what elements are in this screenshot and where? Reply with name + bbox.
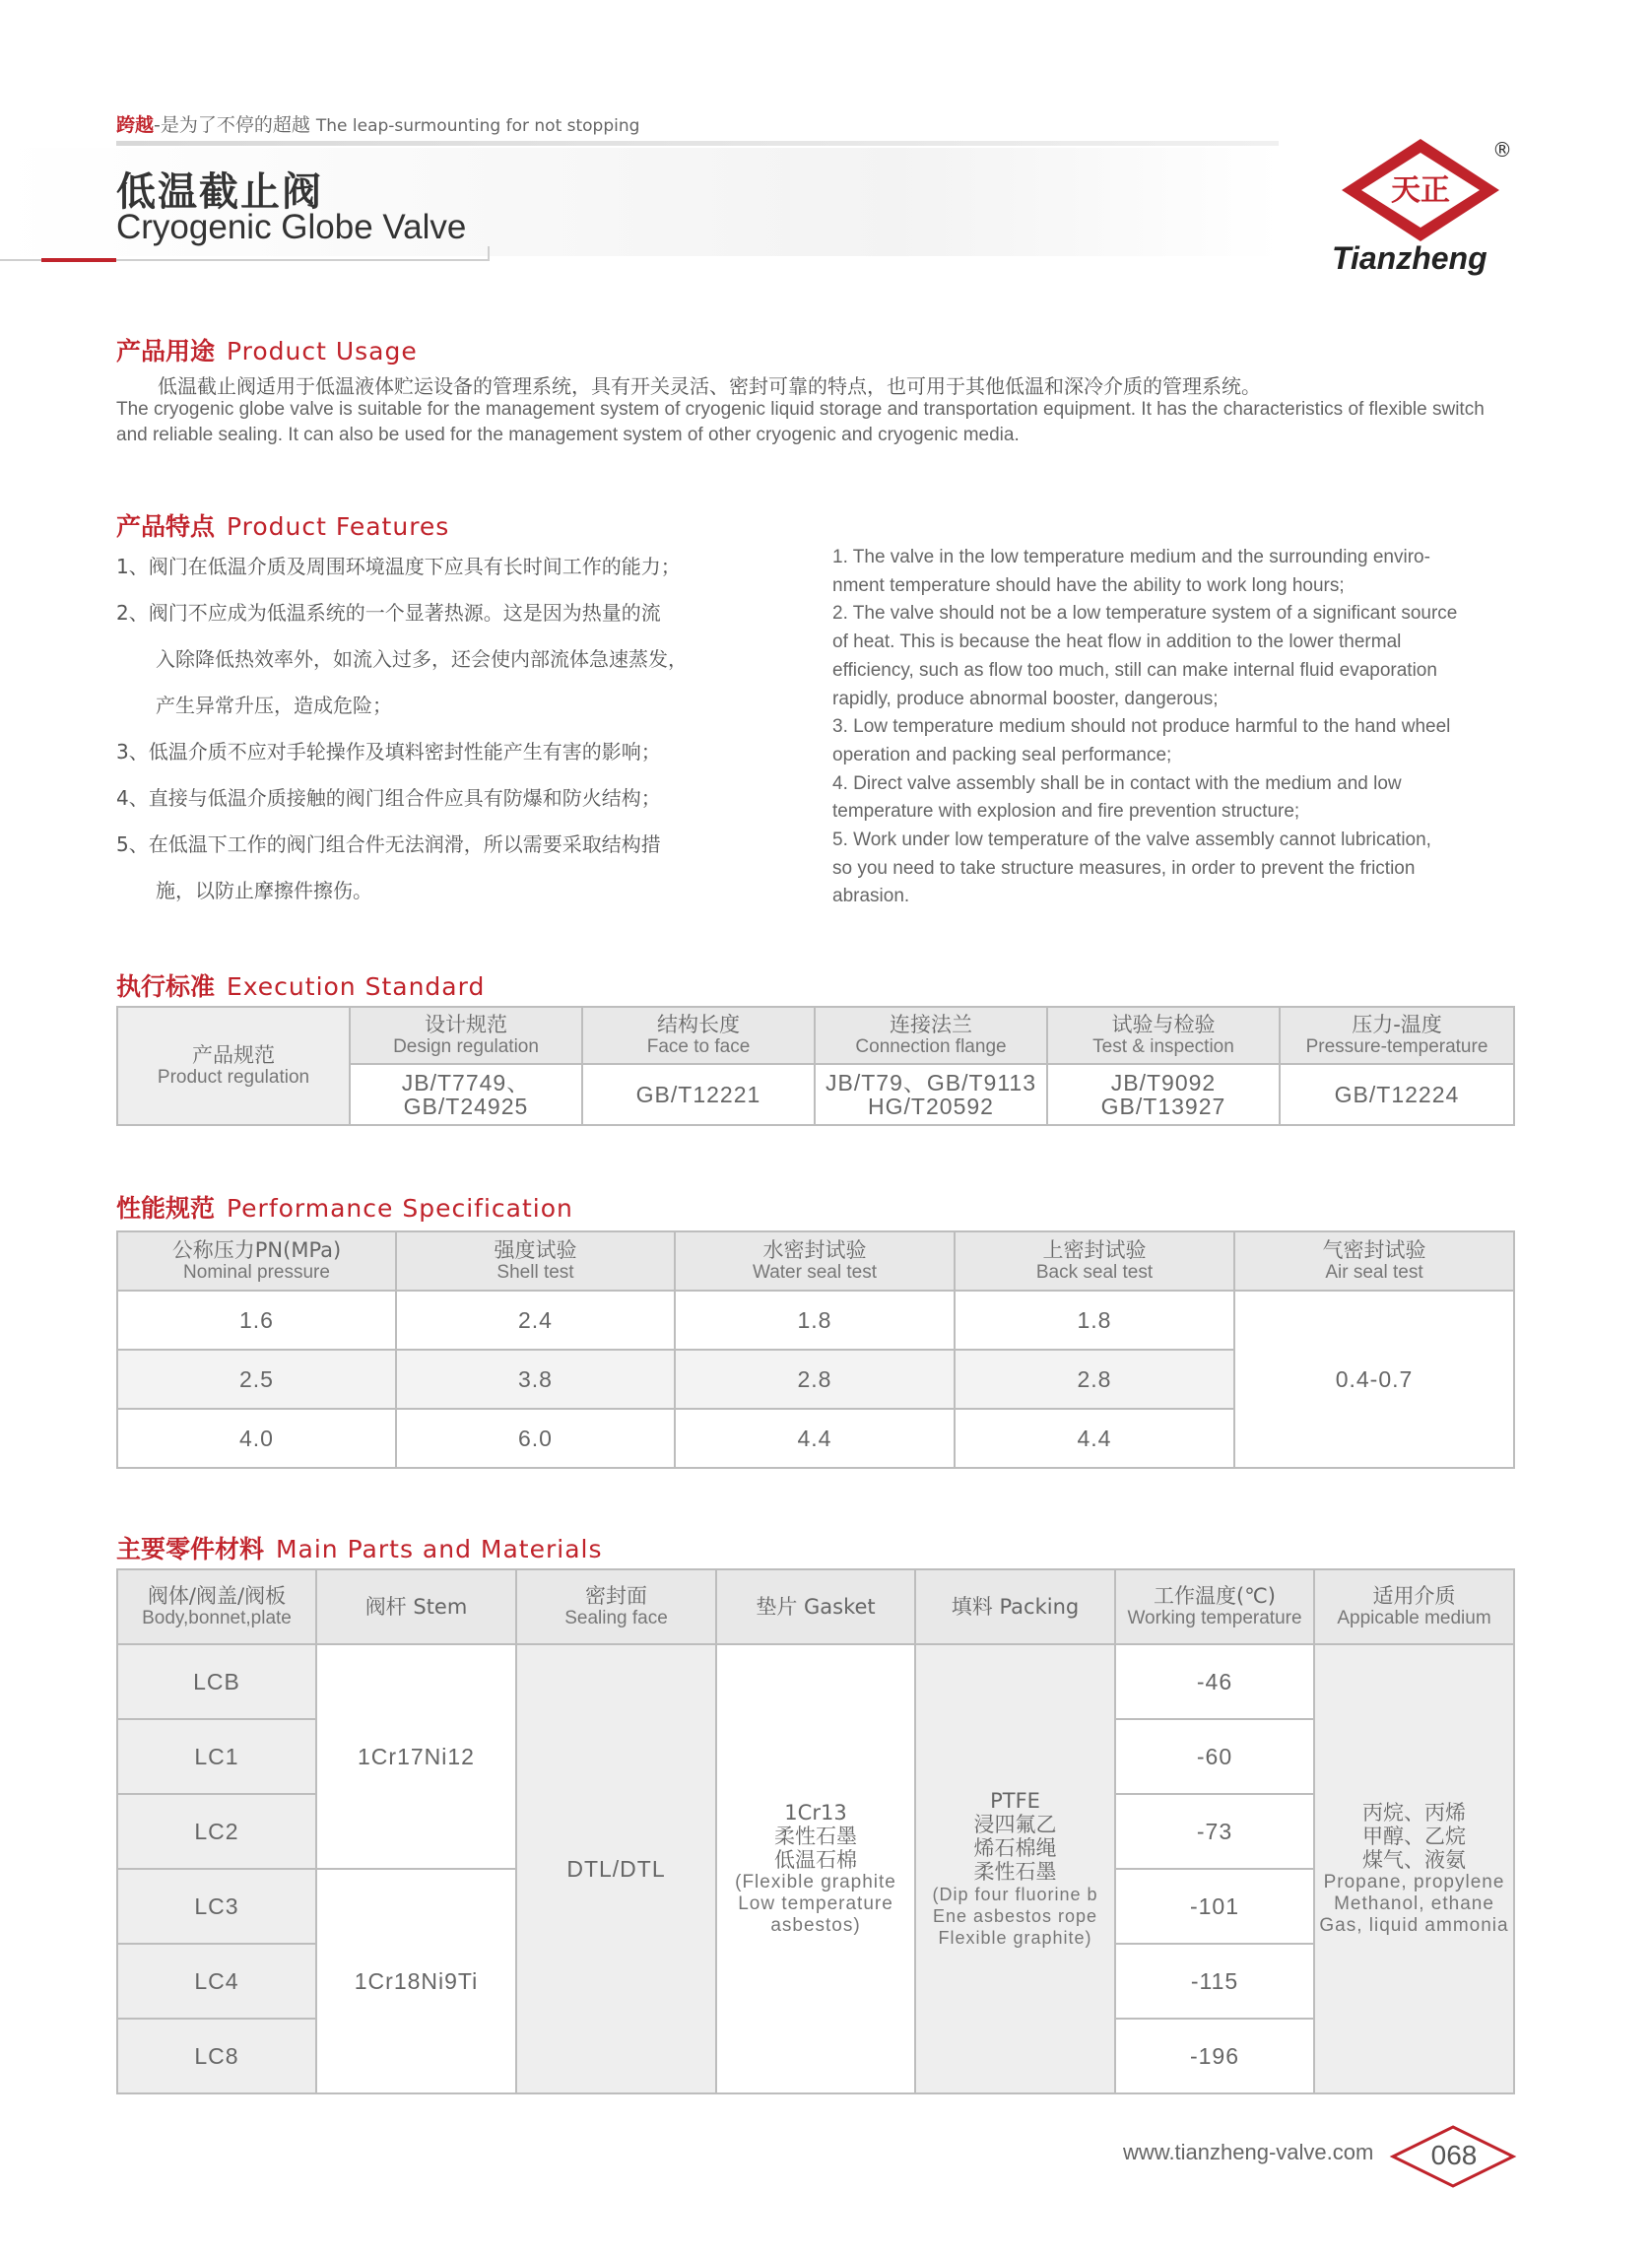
table-row <box>117 1644 1514 1719</box>
page-title-cn: 低温截止阀 <box>116 169 323 215</box>
execution-col-header-cn: 设计规范 <box>425 1013 507 1036</box>
feature-cn-line: 3、低温介质不应对手轮操作及填料密封性能产生有害的影响； <box>116 740 661 763</box>
materials-header <box>915 1569 1115 1644</box>
registered-mark: ® <box>1492 138 1512 162</box>
performance-header-en: Shell test <box>496 1262 574 1283</box>
performance-heading <box>116 1189 573 1225</box>
feature-cn-line: 入除降低热效率外，如流入过多，还会使内部流体急速蒸发， <box>116 647 688 671</box>
temperature-cell: -46 <box>1115 1644 1314 1719</box>
table-cell: 3.8 <box>396 1350 675 1409</box>
execution-col-header <box>1047 1007 1280 1064</box>
feature-en-line: 2. The valve should not be a low temperature system of a significant source <box>832 603 1458 625</box>
body-material-cell: LC8 <box>117 2019 316 2093</box>
materials-header <box>117 1569 316 1644</box>
execution-col-header-en: Face to face <box>646 1036 751 1057</box>
materials-header-en: Body,bonnet,plate <box>142 1608 292 1628</box>
tagline-cn-red: 跨越 <box>116 114 155 136</box>
execution-value-text: GB/T12221 <box>635 1082 761 1107</box>
feature-en-line: nment temperature should have the ability to work long hours; <box>832 574 1345 596</box>
feature-cn-line: 1、阀门在低温介质及周围环境温度下应具有长时间工作的能力； <box>116 555 681 578</box>
performance-header-en: Nominal pressure <box>183 1262 330 1283</box>
stem-material-cell: 1Cr18Ni9Ti <box>316 1869 516 2093</box>
performance-header-cn: 公称压力PN(MPa) <box>171 1238 342 1262</box>
usage-heading-en: Product Usage <box>226 337 418 365</box>
performance-heading-en: Performance Specification <box>226 1194 573 1223</box>
temperature-cell: -73 <box>1115 1794 1314 1869</box>
table-cell: 1.8 <box>675 1291 955 1350</box>
execution-row-header <box>117 1007 350 1125</box>
temperature-cell: -196 <box>1115 2019 1314 2093</box>
features-en-block <box>832 544 1522 911</box>
execution-col-header <box>582 1007 815 1064</box>
execution-heading <box>116 967 485 1003</box>
materials-header <box>316 1569 516 1644</box>
table-cell: 4.0 <box>117 1409 396 1468</box>
gasket-line: 柔性石墨 <box>774 1825 857 1848</box>
feature-en-line: 1. The valve in the low temperature medium and the surrounding enviro- <box>832 547 1430 567</box>
medium-cell <box>1314 1644 1514 2093</box>
execution-value <box>1280 1064 1514 1125</box>
temperature-cell: -60 <box>1115 1719 1314 1794</box>
logo-wordmark: Tianzheng <box>1332 240 1487 276</box>
performance-header-cn: 水密封试验 <box>762 1238 867 1262</box>
materials-table <box>116 1568 1515 2094</box>
materials-header <box>1115 1569 1314 1644</box>
medium-line: Propane, propylene <box>1323 1872 1505 1892</box>
execution-row-header-cn: 产品规范 <box>192 1043 275 1067</box>
packing-cell <box>915 1644 1115 2093</box>
usage-text-cn: 低温截止阀适用于低温液体贮运设备的管理系统，具有开关灵活、密封可靠的特点，也可用于其他低温和深冷介质的管理系统。 <box>158 374 1261 398</box>
execution-col-header-cn: 结构长度 <box>657 1013 740 1036</box>
feature-en-line: efficiency, such as flow too much, still can make internal fluid evaporation <box>832 659 1437 681</box>
execution-value <box>582 1064 815 1125</box>
feature-en-line: 3. Low temperature medium should not produce harmful to the hand wheel <box>832 716 1451 738</box>
materials-header-cn: 阀体/阀盖/阀板 <box>147 1584 287 1608</box>
medium-line: 煤气、液氨 <box>1362 1848 1466 1872</box>
body-material-cell: LC3 <box>117 1869 316 1944</box>
usage-text-en: The cryogenic globe valve is suitable for the management system of cryogenic liquid storage and transportation equipment. It has the characteristics of flexible switch and reliable sealing. It can also be used for the management system of other cryogenic and cryogenic media. <box>116 399 1485 445</box>
temperature-cell: -115 <box>1115 1944 1314 2019</box>
materials-header-cn: 垫片 Gasket <box>756 1595 876 1619</box>
materials-header <box>1314 1569 1514 1644</box>
temperature-cell: -101 <box>1115 1869 1314 1944</box>
materials-header-cn: 适用介质 <box>1372 1584 1456 1608</box>
execution-value <box>815 1064 1047 1125</box>
materials-header-cn: 密封面 <box>585 1584 647 1608</box>
tagline-cn-grey: -是为了不停的超越 <box>154 114 310 136</box>
execution-col-header-en: Design regulation <box>393 1036 539 1057</box>
gasket-line: 低温石棉 <box>774 1848 857 1872</box>
table-cell: 6.0 <box>396 1409 675 1468</box>
packing-line: (Dip four fluorine b <box>932 1885 1098 1904</box>
tagline <box>116 110 639 137</box>
materials-header-en: Appicable medium <box>1337 1608 1491 1628</box>
execution-value-text: JB/T7749、 GB/T24925 <box>401 1070 531 1119</box>
materials-header-en: Working temperature <box>1127 1608 1302 1628</box>
air-seal-cell: 0.4-0.7 <box>1234 1291 1514 1468</box>
materials-heading <box>116 1530 603 1565</box>
table-cell: 4.4 <box>675 1409 955 1468</box>
performance-header <box>117 1231 396 1291</box>
table-cell: 2.8 <box>675 1350 955 1409</box>
materials-header <box>516 1569 716 1644</box>
feature-cn-line: 2、阀门不应成为低温系统的一个显著热源。这是因为热量的流 <box>116 601 661 625</box>
feature-cn-line: 施，以防止摩擦件擦伤。 <box>116 879 372 902</box>
feature-cn-line: 产生异常升压，造成危险； <box>116 694 392 717</box>
execution-col-header <box>815 1007 1047 1064</box>
feature-en-line: abrasion. <box>832 886 910 907</box>
sealing-face-cell: DTL/DTL <box>516 1644 716 2093</box>
feature-en-line: temperature with explosion and fire prevention structure; <box>832 801 1300 823</box>
execution-value-text: JB/T79、GB/T9113 HG/T20592 <box>826 1070 1036 1119</box>
execution-value <box>1047 1064 1280 1125</box>
body-material-cell: LC2 <box>117 1794 316 1869</box>
feature-en-line: of heat. This is because the heat flow in addition to the lower thermal <box>832 631 1402 653</box>
execution-col-header-en: Pressure-temperature <box>1305 1036 1488 1057</box>
gasket-cell <box>716 1644 915 2093</box>
execution-col-header-en: Test & inspection <box>1092 1036 1234 1057</box>
feature-en-line: operation and packing seal performance; <box>832 744 1172 765</box>
execution-row-header-en: Product regulation <box>157 1067 310 1088</box>
materials-header-cn: 填料 Packing <box>951 1595 1080 1619</box>
performance-header <box>675 1231 955 1291</box>
performance-header-cn: 强度试验 <box>494 1238 577 1262</box>
medium-line: 甲醇、乙烷 <box>1362 1825 1466 1848</box>
execution-col-header-cn: 连接法兰 <box>890 1013 972 1036</box>
execution-col-header <box>1280 1007 1514 1064</box>
features-heading <box>116 507 449 543</box>
execution-col-header-cn: 压力-温度 <box>1352 1013 1442 1036</box>
tagline-en: The leap-surmounting for not stopping <box>315 116 640 136</box>
body-material-cell: LC1 <box>117 1719 316 1794</box>
table-cell: 1.8 <box>955 1291 1234 1350</box>
footer-website-link[interactable]: www.tianzheng-valve.com <box>1123 2140 1374 2164</box>
performance-table <box>116 1230 1515 1469</box>
materials-heading-en: Main Parts and Materials <box>275 1535 603 1563</box>
packing-line: PTFE <box>990 1789 1040 1813</box>
execution-col-header-en: Connection flange <box>855 1036 1007 1057</box>
execution-value-text: GB/T12224 <box>1334 1082 1460 1107</box>
performance-header <box>396 1231 675 1291</box>
table-cell: 4.4 <box>955 1409 1234 1468</box>
feature-cn-line: 4、直接与低温介质接触的阀门组合件应具有防爆和防火结构； <box>116 786 661 810</box>
usage-heading-cn: 产品用途 <box>116 337 216 365</box>
packing-line: 浸四氟乙 <box>973 1813 1057 1836</box>
performance-header-cn: 上密封试验 <box>1042 1238 1147 1262</box>
packing-line: Flexible graphite) <box>938 1928 1092 1948</box>
gasket-line: asbestos) <box>770 1915 861 1936</box>
performance-header-en: Back seal test <box>1035 1262 1154 1283</box>
features-heading-cn: 产品特点 <box>116 512 216 541</box>
header-band <box>116 141 1279 146</box>
packing-line: 柔性石墨 <box>973 1860 1057 1884</box>
performance-header-en: Water seal test <box>752 1262 877 1283</box>
logo-mark-text: 天正 <box>1391 173 1450 208</box>
execution-col-header-cn: 试验与检验 <box>1111 1013 1216 1036</box>
feature-en-line: 4. Direct valve assembly shall be in contact with the medium and low <box>832 772 1402 794</box>
table-row <box>117 1291 1514 1350</box>
table-cell: 2.4 <box>396 1291 675 1350</box>
performance-header-en: Air seal test <box>1325 1262 1423 1283</box>
feature-cn-line: 5、在低温下工作的阀门组合件无法润滑，所以需要采取结构措 <box>116 832 661 856</box>
materials-header-cn: 工作温度(℃) <box>1154 1584 1276 1608</box>
execution-col-header <box>350 1007 582 1064</box>
performance-header <box>1234 1231 1514 1291</box>
medium-line: Gas, liquid ammonia <box>1319 1915 1509 1936</box>
title-underline-accent <box>41 258 116 262</box>
stem-material-cell: 1Cr17Ni12 <box>316 1644 516 1869</box>
feature-en-line: 5. Work under low temperature of the valve assembly cannot lubrication, <box>832 830 1431 851</box>
gasket-line: 1Cr13 <box>784 1801 847 1825</box>
medium-line: 丙烷、丙烯 <box>1362 1801 1466 1825</box>
packing-line: 烯石棉绳 <box>973 1836 1057 1860</box>
body-material-cell: LCB <box>117 1644 316 1719</box>
materials-heading-cn: 主要零件材料 <box>116 1535 265 1563</box>
gasket-line: (Flexible graphite <box>735 1872 896 1892</box>
features-heading-en: Product Features <box>226 512 450 541</box>
body-material-cell: LC4 <box>117 1944 316 2019</box>
page-title-en: Cryogenic Globe Valve <box>116 208 467 246</box>
execution-heading-cn: 执行标准 <box>116 972 216 1001</box>
materials-header <box>716 1569 915 1644</box>
feature-en-line: rapidly, produce abnormal booster, dangerous; <box>832 688 1219 709</box>
materials-header-en: Sealing face <box>564 1608 668 1628</box>
performance-header <box>955 1231 1234 1291</box>
execution-heading-en: Execution Standard <box>226 972 486 1001</box>
materials-header-cn: 阀杆 Stem <box>364 1595 468 1619</box>
title-underline-tick <box>488 246 490 261</box>
feature-en-line: so you need to take structure measures, in order to prevent the friction <box>832 857 1416 879</box>
performance-heading-cn: 性能规范 <box>116 1194 216 1223</box>
gasket-line: Low temperature <box>738 1893 893 1914</box>
execution-standard-table <box>116 1006 1515 1126</box>
table-cell: 2.5 <box>117 1350 396 1409</box>
execution-value-text: JB/T9092 GB/T13927 <box>1100 1070 1226 1119</box>
packing-line: Ene asbestos rope <box>932 1906 1098 1926</box>
performance-header-cn: 气密封试验 <box>1322 1238 1426 1262</box>
table-cell: 1.6 <box>117 1291 396 1350</box>
usage-heading <box>116 332 418 367</box>
execution-value <box>350 1064 582 1125</box>
page-number: 068 <box>1430 2140 1478 2170</box>
medium-line: Methanol, ethane <box>1334 1893 1494 1914</box>
table-cell: 2.8 <box>955 1350 1234 1409</box>
